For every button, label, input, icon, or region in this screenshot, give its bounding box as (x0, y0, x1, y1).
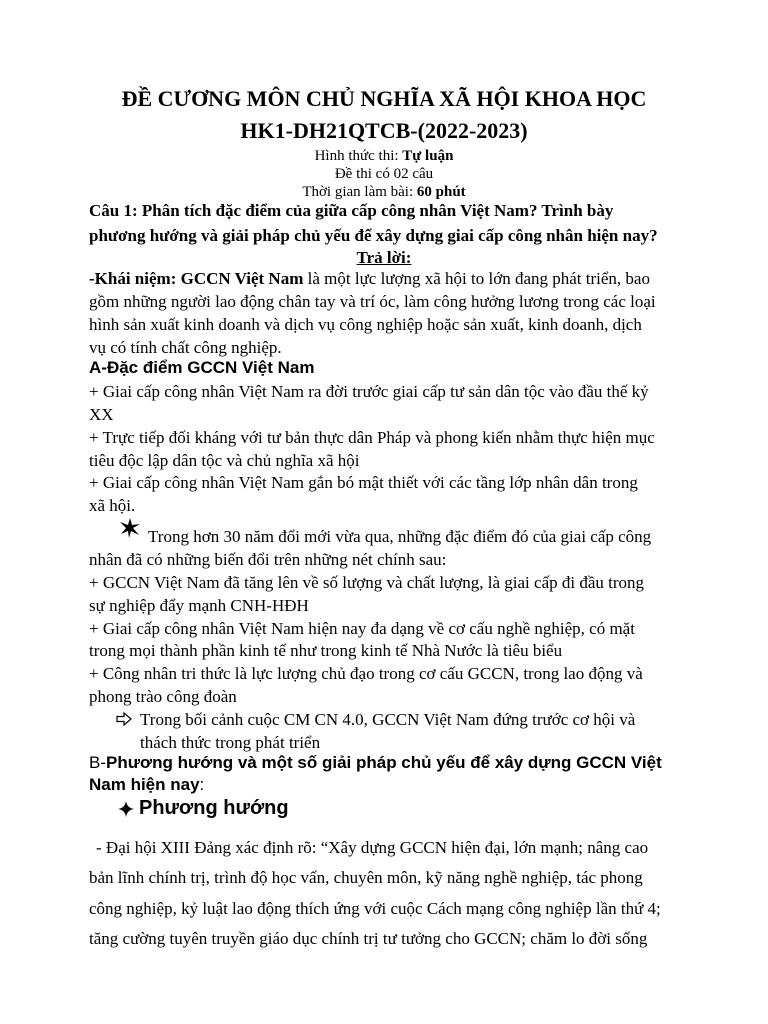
paragraph-line: thách thức trong phát triển (140, 733, 321, 752)
question-1-line: Câu 1: Phân tích đặc điểm của giữa cấp công nhân Việt Nam? Trình bày (89, 201, 614, 220)
question-1-line: phương hướng và giải pháp chủ yếu để xây dựng giai cấp công nhân hiện nay? (89, 226, 658, 245)
definition-line: -Khái niệm: GCCN Việt Nam là một lực lượng xã hội to lớn đang phát triển, bao (89, 269, 650, 288)
paragraph-line: bản lĩnh chính trị, trình độ học vấn, chuyên môn, kỹ năng nghề nghiệp, tác phong (89, 868, 643, 887)
diamond-bullet-icon (118, 801, 134, 817)
section-a-title: A-Đặc điểm GCCN Việt Nam (89, 358, 315, 377)
exam-format: Hình thức thi: Tự luận (314, 148, 454, 164)
paragraph-line: + GCCN Việt Nam đã tăng lên về số lượng và chất lượng, là giai cấp đi đầu trong (89, 573, 645, 592)
paragraph-line: XX (89, 405, 114, 424)
paragraph-line: + Giai cấp công nhân Việt Nam gắn bó mật thiết với các tầng lớp nhân dân trong (89, 473, 638, 492)
star-bullet-icon-glyph (120, 518, 140, 538)
paragraph-line: phong trào công đoàn (89, 687, 237, 706)
paragraph-line: + Giai cấp công nhân Việt Nam ra đời trước giai cấp tư sản dân tộc vào đầu thế kỷ (89, 382, 649, 401)
paragraph-line: trong mọi thành phần kinh tế như trong kinh tế Nhà Nước là tiêu biểu (89, 641, 563, 660)
section-b-title: B-Phương hướng và một số giải pháp chủ yếu để xây dựng GCCN Việt (89, 753, 662, 772)
definition-line: hình sản xuất kinh doanh và dịch vụ công nghiệp hoặc sản xuất, kinh doanh, dịch (89, 315, 642, 334)
paragraph-line: công nghiệp, kỷ luật lao động thích ứng với cuộc Cách mạng công nghiệp lần thứ 4; (89, 899, 661, 918)
paragraph-line: sự nghiệp đẩy mạnh CNH-HĐH (89, 596, 309, 615)
paragraph-line: nhân đã có những biến đổi trên những nét chính sau: (89, 550, 447, 569)
definition-line: vụ có tính chất công nghiệp. (89, 338, 282, 357)
answer-label: Trả lời: (356, 248, 412, 267)
paragraph-line: + Giai cấp công nhân Việt Nam hiện nay đa dạng về cơ cấu nghề nghiệp, có mặt (89, 619, 635, 638)
document-title: ĐỀ CƯƠNG MÔN CHỦ NGHĨA XÃ HỘI KHOA HỌC (121, 86, 647, 111)
arrow-bullet-icon (116, 712, 132, 726)
paragraph-line: + Trực tiếp đối kháng với tư bản thực dân Pháp và phong kiến nhằm thực hiện mục (89, 428, 655, 447)
exam-question-count: Đề thi có 02 câu (334, 166, 434, 182)
paragraph-line: Trong bối cảnh cuộc CM CN 4.0, GCCN Việt Nam đứng trước cơ hội và (140, 710, 636, 729)
diamond-bullet-icon-glyph (118, 801, 134, 817)
arrow-bullet-icon-glyph (116, 712, 132, 726)
star-bullet-icon (120, 518, 140, 538)
exam-duration: Thời gian làm bài: 60 phút (302, 184, 466, 200)
paragraph-line: Trong hơn 30 năm đổi mới vừa qua, những đặc điểm đó của giai cấp công (148, 527, 652, 546)
paragraph-line: xã hội. (89, 496, 136, 515)
paragraph-line: tăng cường tuyên truyền giáo dục chính trị tư tưởng cho GCCN; chăm lo đời sống (89, 929, 648, 948)
paragraph-line: tiêu độc lập dân tộc và chủ nghĩa xã hội (89, 451, 360, 470)
section-b-title-cont: Nam hiện nay: (89, 775, 205, 794)
paragraph-line: + Công nhân tri thức là lực lượng chủ đạo trong cơ cấu GCCN, trong lao động và (89, 664, 643, 683)
document-subtitle: HK1-DH21QTCB-(2022-2023) (240, 118, 528, 143)
definition-line: gồm những người lao động chân tay và trí óc, làm công hưởng lương trong các loại (89, 292, 656, 311)
paragraph-line: - Đại hội XIII Đảng xác định rõ: “Xây dựng GCCN hiện đại, lớn mạnh; nâng cao (96, 838, 649, 857)
direction-heading: Phương hướng (139, 797, 289, 819)
